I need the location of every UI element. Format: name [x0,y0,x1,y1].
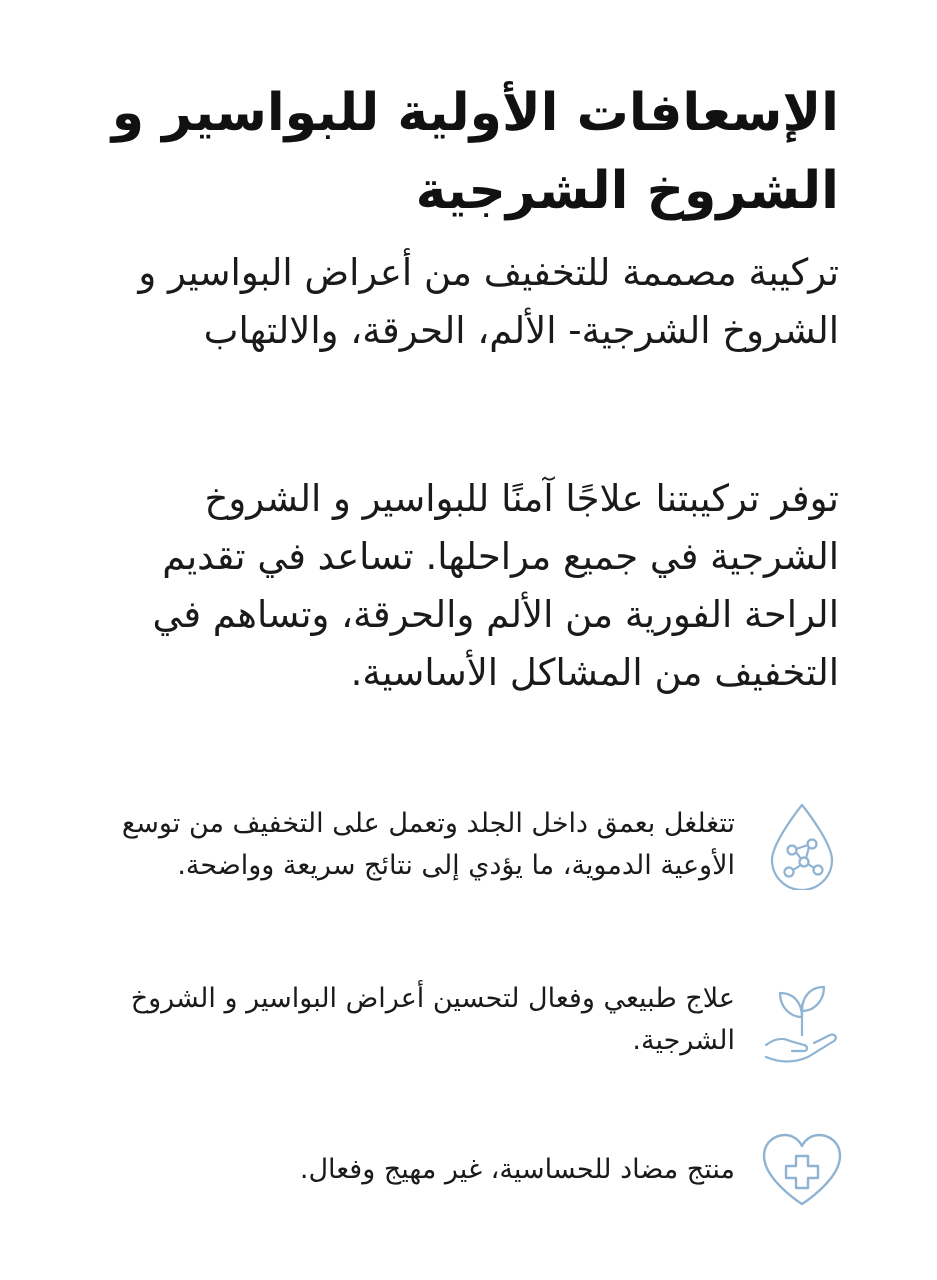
water-drop-molecule-icon [757,800,847,890]
feature-text: منتج مضاد للحساسية، غير مهيج وفعال. [299,1154,735,1185]
feature-item [77,1125,847,1215]
page-title: الإسعافات الأولية للبواسير و الشروخ الشرجية [111,83,839,221]
heart-medical-cross-icon [757,1125,847,1215]
feature-item [77,975,847,1065]
feature-item [77,800,847,890]
feature-text: علاج طبيعي وفعال لتحسين أعراض البواسير و الشروخ الشرجية. [130,983,735,1056]
hand-holding-plant-icon [757,975,847,1065]
intro-paragraph: تركيبة مصممة للتخفيف من أعراض البواسير و الشروخ الشرجية- الألم، الحرقة، والالتهاب [138,251,839,352]
benefit-paragraph: توفر تركيبتنا علاجًا آمنًا للبواسير و الشروخ الشرجية في جميع مراحلها. تساعد في تقديم الراحة الفورية من الألم والحرقة، وتساهم في التخفيف من المشاكل الأساسية. [152,477,839,694]
feature-text: تتغلغل بعمق داخل الجلد وتعمل على التخفيف من توسع الأوعية الدموية، ما يؤدي إلى نتائج سريعة وواضحة. [121,808,735,881]
